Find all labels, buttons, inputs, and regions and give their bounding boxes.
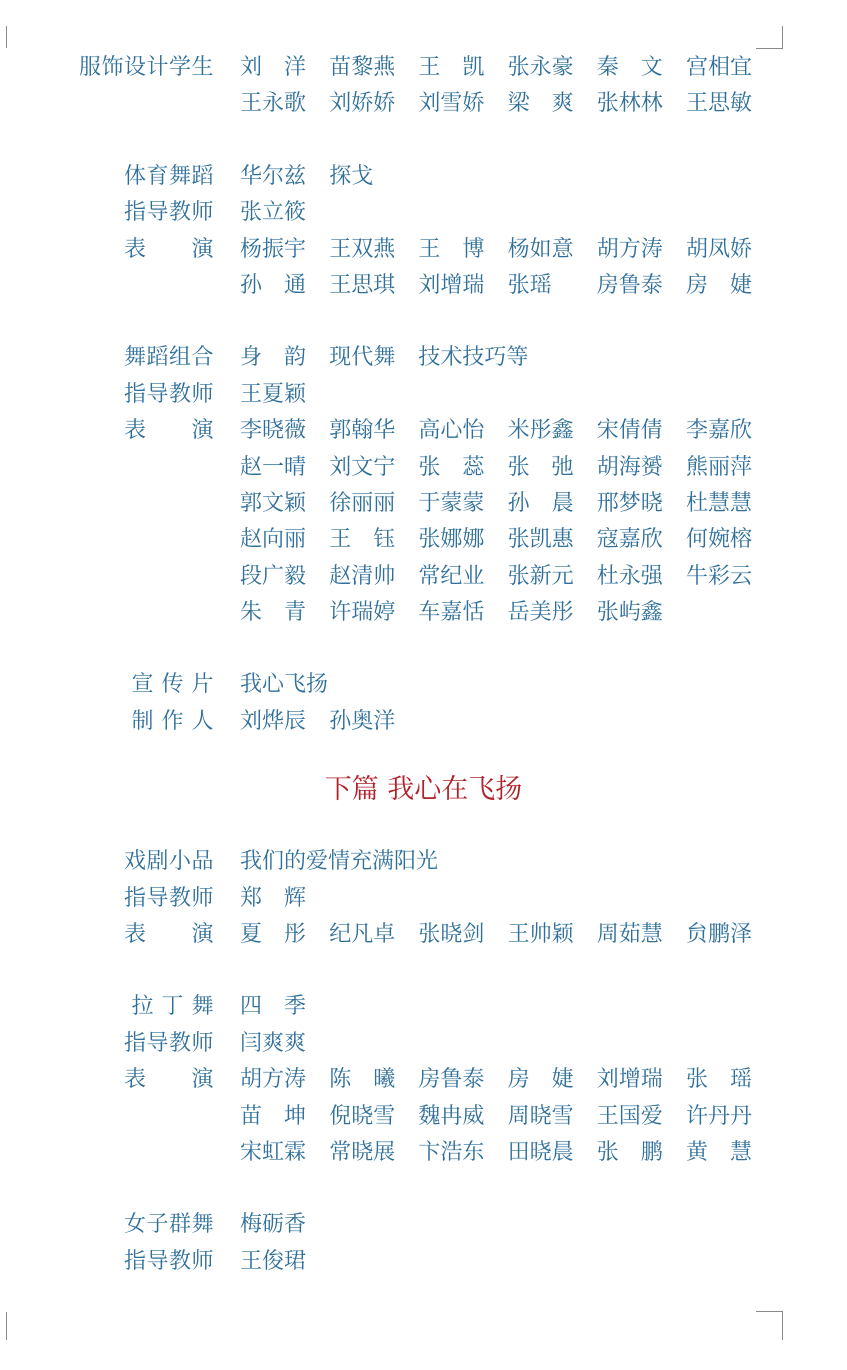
person-or-title: 刘娇娇 <box>329 91 396 117</box>
program-line <box>0 340 847 376</box>
person-or-title: 常晓展 <box>329 1139 396 1165</box>
person-or-title: 王思敏 <box>685 91 752 117</box>
row-names <box>240 377 318 413</box>
person-or-title: 张 弛 <box>507 454 574 480</box>
row-names <box>240 50 775 86</box>
program-item <box>0 1207 847 1280</box>
program-line <box>0 50 847 86</box>
row-label: 指导教师 <box>123 1248 214 1274</box>
person-or-title: 岳美彤 <box>507 600 574 626</box>
row-label: 服饰设计学生 <box>78 55 214 80</box>
program-line <box>0 486 847 522</box>
program-item <box>0 340 847 631</box>
person-or-title: 李嘉欣 <box>685 418 752 444</box>
person-or-title: 王永歌 <box>240 91 307 117</box>
person-or-title: 邢梦晓 <box>596 490 663 516</box>
row-names <box>240 704 418 740</box>
person-or-title: 苗 坤 <box>240 1103 307 1129</box>
person-or-title: 宋虹霖 <box>240 1139 307 1165</box>
person-or-title: 段广毅 <box>240 563 307 589</box>
row-label: 指导教师 <box>123 381 214 407</box>
row-names <box>240 917 775 953</box>
program-item <box>0 844 847 953</box>
person-or-title: 赵清帅 <box>329 563 396 589</box>
person-or-title: 郭翰华 <box>329 418 396 444</box>
person-or-title: 房鲁泰 <box>418 1067 485 1093</box>
row-names <box>240 1062 775 1098</box>
row-names <box>240 340 540 376</box>
program-part-1 <box>0 50 847 740</box>
program-line <box>0 881 847 917</box>
row-label: 指导教师 <box>123 1030 214 1056</box>
person-or-title: 高心怡 <box>418 418 485 444</box>
person-or-title: 夏 彤 <box>240 922 307 948</box>
program-line <box>0 1244 847 1280</box>
person-or-title: 王帅颖 <box>507 922 574 948</box>
person-or-title: 车嘉恬 <box>418 600 485 626</box>
person-or-title: 秦 文 <box>596 55 663 80</box>
program-line <box>0 917 847 953</box>
program-line <box>0 1026 847 1062</box>
section-heading-text: 下篇 我心在飞扬 <box>324 774 523 806</box>
row-label: 表 演 <box>123 418 214 444</box>
row-label: 宣 传 片 <box>131 672 214 698</box>
row-names <box>240 268 775 304</box>
person-or-title: 郑 辉 <box>240 885 307 911</box>
program-line <box>0 413 847 449</box>
person-or-title: 熊丽萍 <box>685 454 752 480</box>
program-line <box>0 232 847 268</box>
row-names <box>240 844 450 880</box>
person-or-title: 探戈 <box>329 163 374 189</box>
person-or-title: 杨如意 <box>507 236 574 262</box>
person-or-title: 我心飞扬 <box>240 672 329 698</box>
row-names <box>240 195 318 231</box>
person-or-title: 刘增瑞 <box>596 1067 663 1093</box>
row-names <box>240 595 686 631</box>
person-or-title: 孙 晨 <box>507 490 574 516</box>
person-or-title: 刘 洋 <box>240 55 307 80</box>
person-or-title: 张娜娜 <box>418 527 485 553</box>
program-line <box>0 195 847 231</box>
row-label: 女子群舞 <box>123 1212 214 1238</box>
program-line <box>0 989 847 1025</box>
person-or-title: 刘增瑞 <box>418 272 485 298</box>
person-or-title: 朱 青 <box>240 600 307 626</box>
person-or-title: 张 蕊 <box>418 454 485 480</box>
program-line <box>0 595 847 631</box>
row-names <box>240 486 775 522</box>
person-or-title: 房鲁泰 <box>596 272 663 298</box>
person-or-title: 周晓雪 <box>507 1103 574 1129</box>
person-or-title: 牛彩云 <box>685 563 752 589</box>
program-line <box>0 667 847 703</box>
person-or-title: 许瑞婷 <box>329 600 396 626</box>
row-names <box>240 86 775 122</box>
person-or-title: 胡方涛 <box>240 1067 307 1093</box>
row-names <box>240 450 775 486</box>
program-line <box>0 1099 847 1135</box>
crop-mark-bottom-left <box>6 1312 29 1340</box>
person-or-title: 田晓晨 <box>507 1139 574 1165</box>
person-or-title: 卞浩东 <box>418 1139 485 1165</box>
program-line <box>0 159 847 195</box>
person-or-title: 王双燕 <box>329 236 396 262</box>
program-line <box>0 704 847 740</box>
row-names <box>240 232 775 268</box>
row-label: 表 演 <box>123 1067 214 1093</box>
program-line <box>0 844 847 880</box>
person-or-title: 孙 通 <box>240 272 307 298</box>
person-or-title: 王俊珺 <box>240 1248 307 1274</box>
program-line <box>0 1207 847 1243</box>
row-names <box>240 1207 318 1243</box>
person-or-title: 张凯惠 <box>507 527 574 553</box>
person-or-title: 王思琪 <box>329 272 396 298</box>
row-names <box>240 159 418 195</box>
program-item <box>0 159 847 305</box>
person-or-title: 倪晓雪 <box>329 1103 396 1129</box>
row-label: 拉 丁 舞 <box>131 994 214 1020</box>
row-label: 表 演 <box>123 236 214 262</box>
person-or-title: 于蒙蒙 <box>418 490 485 516</box>
row-label: 指导教师 <box>123 200 214 226</box>
program-line <box>0 450 847 486</box>
row-names <box>240 881 318 917</box>
person-or-title: 梅砺香 <box>240 1212 307 1238</box>
row-names <box>240 1244 318 1280</box>
person-or-title: 何婉榕 <box>685 527 752 553</box>
row-names <box>240 1135 775 1171</box>
person-or-title: 刘文宁 <box>329 454 396 480</box>
person-or-title: 徐丽丽 <box>329 490 396 516</box>
person-or-title: 杜慧慧 <box>685 490 752 516</box>
person-or-title: 苗黎燕 <box>329 55 396 80</box>
program-line <box>0 522 847 558</box>
person-or-title: 王 凯 <box>418 55 485 80</box>
person-or-title: 张新元 <box>507 563 574 589</box>
person-or-title: 杨振宇 <box>240 236 307 262</box>
person-or-title: 魏冉威 <box>418 1103 485 1129</box>
person-or-title: 米彤鑫 <box>507 418 574 444</box>
person-or-title: 现代舞 <box>329 345 396 371</box>
person-or-title: 赵向丽 <box>240 527 307 553</box>
person-or-title: 王国爱 <box>596 1103 663 1129</box>
person-or-title: 赵一晴 <box>240 454 307 480</box>
person-or-title: 张永豪 <box>507 55 574 80</box>
person-or-title: 常纪业 <box>418 563 485 589</box>
program-line <box>0 268 847 304</box>
row-label: 表 演 <box>123 922 214 948</box>
person-or-title: 王夏颖 <box>240 381 307 407</box>
program-line <box>0 377 847 413</box>
person-or-title: 王 钰 <box>329 527 396 553</box>
row-label: 制 作 人 <box>131 708 214 734</box>
person-or-title: 张立筱 <box>240 200 307 226</box>
program-content <box>0 50 847 1316</box>
person-or-title: 房 婕 <box>685 272 752 298</box>
row-names <box>240 559 775 595</box>
person-or-title: 梁 爽 <box>507 91 574 117</box>
crop-mark-top-right <box>756 26 783 49</box>
program-item <box>0 989 847 1171</box>
person-or-title: 张晓剑 <box>418 922 485 948</box>
row-names <box>240 522 775 558</box>
person-or-title: 身 韵 <box>240 345 307 371</box>
row-label: 戏剧小品 <box>123 849 214 875</box>
person-or-title: 陈 曦 <box>329 1067 396 1093</box>
crop-mark-top-left <box>6 26 29 48</box>
person-or-title: 杜永强 <box>596 563 663 589</box>
person-or-title: 我们的爱情充满阳光 <box>240 849 439 875</box>
person-or-title: 闫爽爽 <box>240 1030 307 1056</box>
person-or-title: 纪凡卓 <box>329 922 396 948</box>
person-or-title: 房 婕 <box>507 1067 574 1093</box>
person-or-title: 技术技巧等 <box>418 345 529 371</box>
person-or-title: 张屿鑫 <box>596 600 663 626</box>
person-or-title: 李晓薇 <box>240 418 307 444</box>
program-line <box>0 559 847 595</box>
program-line <box>0 1135 847 1171</box>
person-or-title: 周茹慧 <box>596 922 663 948</box>
person-or-title: 张林林 <box>596 91 663 117</box>
row-names <box>240 413 775 449</box>
person-or-title: 张 鹏 <box>596 1139 663 1165</box>
person-or-title: 宫相宜 <box>685 55 752 80</box>
person-or-title: 贠鹏泽 <box>685 922 752 948</box>
person-or-title: 寇嘉欣 <box>596 527 663 553</box>
row-label: 舞蹈组合 <box>123 345 214 371</box>
person-or-title: 宋倩倩 <box>596 418 663 444</box>
person-or-title: 张 瑶 <box>685 1067 752 1093</box>
row-names <box>240 1026 318 1062</box>
row-names <box>240 667 340 703</box>
person-or-title: 胡凤娇 <box>685 236 752 262</box>
row-names <box>240 989 318 1025</box>
person-or-title: 胡方涛 <box>596 236 663 262</box>
program-part-2 <box>0 844 847 1280</box>
program-line <box>0 1062 847 1098</box>
person-or-title: 黄 慧 <box>685 1139 752 1165</box>
program-item <box>0 50 847 123</box>
person-or-title: 王 博 <box>418 236 485 262</box>
person-or-title: 刘烨辰 <box>240 708 307 734</box>
row-names <box>240 1099 775 1135</box>
person-or-title: 胡海赟 <box>596 454 663 480</box>
person-or-title: 孙奥洋 <box>329 708 396 734</box>
program-item <box>0 667 847 740</box>
section-heading <box>0 770 847 810</box>
person-or-title: 郭文颖 <box>240 490 307 516</box>
row-label: 体育舞蹈 <box>123 163 214 189</box>
person-or-title: 许丹丹 <box>685 1103 752 1129</box>
person-or-title: 华尔兹 <box>240 163 307 189</box>
row-label: 指导教师 <box>123 885 214 911</box>
person-or-title: 刘雪娇 <box>418 91 485 117</box>
person-or-title: 四 季 <box>240 994 307 1020</box>
program-line <box>0 86 847 122</box>
person-or-title: 张瑶 <box>507 272 552 298</box>
